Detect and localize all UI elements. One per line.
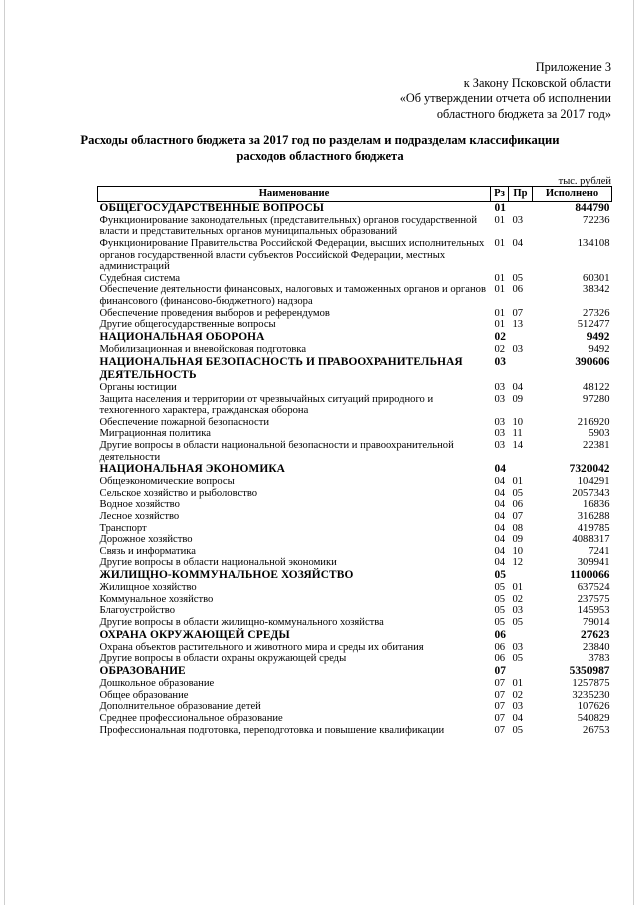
row-name: Органы юстиции [99,381,177,393]
row-rz-code: 02 [494,343,506,355]
row-name: НАЦИОНАЛЬНАЯ ОБОРОНА [99,330,265,343]
row-pr-code: 07 [512,307,524,319]
row-name: Коммунальное хозяйство [99,593,214,605]
row-rz-code: 05 [494,569,506,582]
scan-edge-right [633,0,634,905]
table-body [98,201,612,736]
row-pr-code [509,629,533,642]
row-rz-code: 07 [494,724,506,736]
row-rz-code: 03 [494,393,506,405]
row-rz-code: 01 [494,307,506,319]
row-name: Жилищное хозяйство [99,582,197,594]
subsection-row [98,701,612,713]
row-amount: 72236 [583,214,610,226]
row-amount: 23840 [583,641,610,653]
row-pr-code: 03 [512,641,524,653]
subsection-row [98,428,612,440]
row-name: Среднее профессиональное образование [99,713,283,724]
row-name: ОБРАЗОВАНИЕ [99,665,186,678]
subsection-row [98,605,612,617]
header-rz: Рз [491,187,509,202]
row-rz-code: 06 [494,653,506,665]
row-amount: 512477 [577,319,610,331]
row-rz-code: 07 [494,713,506,724]
row-amount: 27623 [581,628,610,641]
row-rz-code: 04 [494,522,506,534]
row-rz-code: 01 [494,201,506,214]
row-pr-code [509,665,533,678]
row-amount: 309941 [577,557,610,569]
row-pr-code: 01 [512,476,524,488]
row-amount: 2057343 [572,487,610,499]
row-pr-code: 05 [512,487,524,499]
row-rz-code: 07 [494,678,506,690]
row-rz-code: 06 [494,641,506,653]
row-amount: 145953 [577,605,610,617]
subsection-row [98,713,612,725]
row-rz-code: 04 [494,557,506,569]
row-pr-code: 04 [512,381,524,393]
subsection-row [98,546,612,558]
appendix-line: областного бюджета за 2017 год» [436,106,611,121]
row-pr-code: 09 [512,534,524,546]
row-amount: 79014 [583,617,610,629]
row-rz-code: 05 [494,593,506,605]
row-rz-code: 05 [494,617,506,629]
header-sum: Исполнено [533,187,612,202]
subsection-row [98,678,612,690]
row-pr-code: 03 [512,701,524,713]
row-pr-code: 12 [512,557,524,569]
subsection-row [98,725,612,737]
row-name: Миграционная политика [99,428,211,440]
subsection-row [98,642,612,654]
row-amount: 7241 [588,545,610,557]
row-pr-code: 05 [512,724,524,736]
row-amount: 22381 [583,439,610,451]
row-pr-code: 03 [512,605,524,617]
row-pr-code: 04 [512,713,524,724]
row-amount: 134108 [577,237,610,249]
row-rz-code: 03 [494,428,506,440]
row-pr-code: 01 [512,582,524,594]
row-amount: 48122 [583,381,610,393]
row-rz-code: 04 [494,511,506,523]
row-name: Другие вопросы в области жилищно-коммунального хозяйства [99,617,384,629]
row-amount: 60301 [583,272,610,284]
row-name: Общее образование [99,689,189,701]
row-amount: 7320042 [569,463,610,476]
row-rz-code: 03 [494,439,506,451]
row-rz-code: 04 [494,476,506,488]
row-name: ЖИЛИЩНО-КОММУНАЛЬНОЕ ХОЗЯЙСТВО [99,569,354,582]
row-name: Дорожное хозяйство [99,534,193,546]
row-rz-code: 07 [494,689,506,701]
row-pr-code: 11 [512,428,523,440]
section-row [98,331,612,344]
row-pr-code: 02 [512,689,524,701]
row-amount: 419785 [577,522,610,534]
subsection-row [98,511,612,523]
row-pr-code: 06 [512,499,524,511]
row-amount: 4088317 [572,534,610,546]
row-name: Связь и информатика [99,545,196,557]
row-name: Дошкольное образование [99,678,215,690]
row-pr-code: 08 [512,522,524,534]
row-name: Общеэкономические вопросы [99,476,235,488]
row-rz-code: 07 [494,665,506,678]
row-rz-code: 05 [494,582,506,594]
row-name: НАЦИОНАЛЬНАЯ ЭКОНОМИКА [99,463,286,476]
row-name: Благоустройство [99,605,175,617]
row-amount: 216920 [577,416,610,428]
subsection-row [98,557,612,569]
subsection-row [98,273,612,285]
subsection-row [98,238,612,273]
row-name: Судебная система [99,272,181,284]
subsection-row [98,534,612,546]
row-amount: 97280 [583,393,610,405]
row-amount: 26753 [583,724,610,736]
row-name: Другие вопросы в области охраны окружающей среды [99,653,347,665]
row-pr-code: 10 [512,416,524,428]
subsection-row [98,653,612,665]
section-row [98,463,612,476]
row-rz-code: 06 [494,628,506,641]
row-pr-code: 05 [512,653,524,665]
row-rz-code: 01 [494,319,506,331]
row-pr-code: 05 [512,272,524,284]
row-amount: 38342 [583,284,610,296]
row-amount: 104291 [577,476,610,488]
row-amount: 9492 [586,330,610,343]
row-rz-code: 04 [494,499,506,511]
row-rz-code: 04 [494,463,506,476]
row-name: Функционирование Правительства Российской Федерации, высших исполнительных органов государственной власти субъектов Российской Федерации, местных администраций [99,237,485,273]
table-header-row [98,187,612,202]
row-name: Обеспечение пожарной безопасности [99,416,270,428]
row-name: Другие вопросы в области национальной безопасности и правоохранительной деятельности [99,439,454,463]
subsection-row [98,690,612,702]
subsection-row [98,284,612,307]
scan-edge-left [4,0,5,905]
row-amount: 540829 [577,713,610,724]
subsection-row [98,382,612,394]
row-pr-code: 03 [512,343,524,355]
row-pr-code: 07 [512,511,524,523]
row-name: Мобилизационная и вневойсковая подготовка [99,343,307,355]
row-amount: 1257875 [572,678,610,690]
row-pr-code: 06 [512,284,524,296]
row-rz-code: 02 [494,330,506,343]
row-rz-code: 01 [494,272,506,284]
row-name: Транспорт [99,522,147,534]
row-name: ОХРАНА ОКРУЖАЮЩЕЙ СРЕДЫ [99,628,290,641]
row-name: НАЦИОНАЛЬНАЯ БЕЗОПАСНОСТЬ И ПРАВООХРАНИТЕЛЬНАЯ ДЕЯТЕЛЬНОСТЬ [99,355,463,381]
appendix-note [400,60,611,122]
row-pr-code [509,569,533,582]
row-name: Охрана объектов растительного и животного мира и среды их обитания [99,641,424,653]
subsection-row [98,617,612,629]
row-pr-code [509,463,533,476]
row-rz-code: 03 [494,416,506,428]
row-rz-code: 05 [494,605,506,617]
row-name: Другие вопросы в области национальной экономики [99,557,337,569]
units-label: тыс. рублей [558,176,611,187]
row-pr-code: 04 [512,237,524,249]
row-name: Обеспечение деятельности финансовых, налоговых и таможенных органов и органов финансового (финансово-бюджетного) надзора [99,284,486,307]
subsection-row [98,582,612,594]
row-amount: 237575 [577,593,610,605]
row-pr-code: 03 [512,214,524,226]
row-pr-code: 10 [512,545,524,557]
appendix-line: к Закону Псковской области [463,75,611,90]
row-amount: 316288 [577,511,610,523]
subsection-row [98,319,612,331]
row-rz-code: 04 [494,487,506,499]
row-pr-code: 05 [512,617,524,629]
row-pr-code [509,356,533,382]
header-pr: Пр [509,187,533,202]
subsection-row [98,344,612,356]
document-title [80,133,560,164]
subsection-row [98,488,612,500]
row-pr-code [509,331,533,344]
subsection-row [98,440,612,463]
row-rz-code: 04 [494,545,506,557]
row-rz-code: 01 [494,237,506,249]
row-amount: 3783 [588,653,610,665]
row-amount: 5903 [588,428,610,440]
subsection-row [98,394,612,417]
appendix-line: «Об утверждении отчета об исполнении [399,91,611,105]
subsection-row [98,215,612,238]
subsection-row [98,594,612,606]
row-pr-code: 13 [512,319,524,331]
subsection-row [98,308,612,320]
row-name: Профессиональная подготовка, переподготовка и повышение квалификации [99,724,445,736]
row-pr-code: 09 [512,393,524,405]
row-amount: 27326 [583,307,610,319]
subsection-row [98,523,612,535]
row-rz-code: 01 [494,214,506,226]
row-amount: 637524 [577,582,610,594]
row-name: ОБЩЕГОСУДАРСТВЕННЫЕ ВОПРОСЫ [99,201,325,214]
row-name: Защита населения и территории от чрезвычайных ситуаций природного и техногенного характера, гражданская оборона [99,393,434,417]
row-pr-code: 01 [512,678,524,690]
row-amount: 107626 [577,701,610,713]
row-pr-code [509,201,533,215]
title-line: Расходы областного бюджета за 2017 год по разделам и подразделам классификации [80,133,560,147]
section-row [98,629,612,642]
row-amount: 3235230 [572,689,610,701]
row-amount: 844790 [575,201,610,214]
row-rz-code: 03 [494,381,506,393]
row-amount: 5350987 [569,665,610,678]
row-amount: 16836 [583,499,610,511]
section-row [98,356,612,382]
row-name: Другие общегосударственные вопросы [99,319,276,331]
row-name: Дополнительное образование детей [99,701,261,713]
row-amount: 1100066 [570,569,610,582]
appendix-line: Приложение 3 [535,60,611,74]
row-name: Лесное хозяйство [99,511,180,523]
row-pr-code: 14 [512,439,524,451]
row-rz-code: 07 [494,701,506,713]
subsection-row [98,417,612,429]
row-rz-code: 01 [494,284,506,296]
row-name: Обеспечение проведения выборов и референдумов [99,307,330,319]
section-row [98,201,612,215]
row-rz-code: 04 [494,534,506,546]
row-amount: 9492 [588,343,610,355]
row-pr-code: 02 [512,593,524,605]
row-rz-code: 03 [494,355,506,368]
row-amount: 390606 [575,355,610,368]
subsection-row [98,499,612,511]
section-row [98,665,612,678]
subsection-row [98,476,612,488]
section-row [98,569,612,582]
budget-table [97,186,612,736]
row-name: Функционирование законодательных (представительных) органов государственной власти и представительных органов муниципальных образований [99,214,478,238]
title-line: расходов областного бюджета [236,148,404,163]
row-name: Водное хозяйство [99,499,180,511]
row-name: Сельское хозяйство и рыболовство [99,487,258,499]
header-name: Наименование [98,187,491,202]
